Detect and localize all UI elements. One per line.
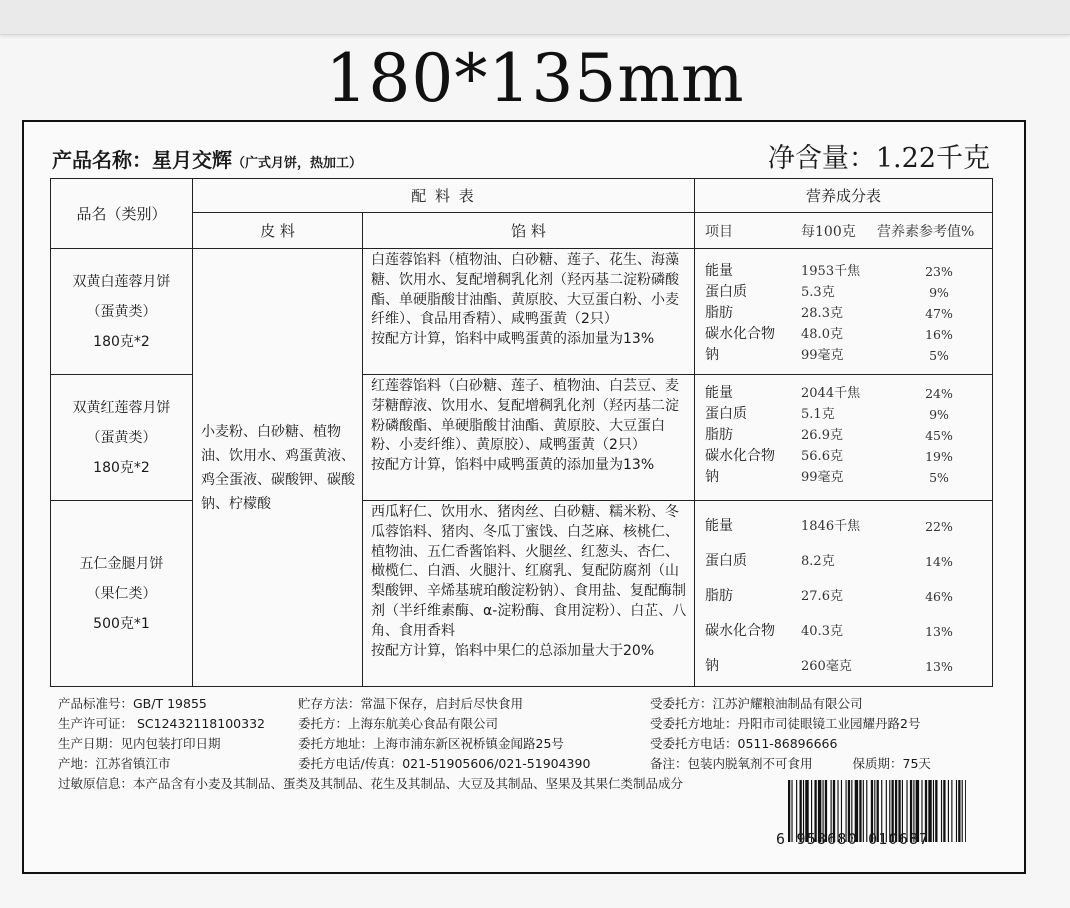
- nutrient-value: 28.3克: [801, 306, 843, 321]
- nutrient-nrv: 46%: [925, 589, 953, 604]
- nutrient-nrv: 47%: [925, 306, 953, 321]
- nutrition-row: [705, 425, 992, 446]
- nutrient-name: 钠: [705, 469, 720, 485]
- nutrition-row: [705, 303, 992, 324]
- net-content: 净含量：1.22千克: [767, 143, 990, 174]
- nutrient-nrv: 16%: [925, 327, 953, 342]
- nutrient-value: 2044千焦: [801, 386, 861, 401]
- nutrition-cell-1: [695, 249, 993, 375]
- header-product-category: 品名（类别）: [51, 179, 193, 249]
- product-spec-1: 180克*2: [93, 333, 150, 350]
- nutrient-value: 48.0克: [801, 327, 843, 342]
- size-title: 180*135mm: [325, 40, 745, 117]
- storage-method: 贮存方法：常温下保存，启封后尽快食用: [298, 696, 524, 711]
- production-date: 生产日期：见内包装打印日期: [58, 736, 221, 751]
- nutrient-nrv: 19%: [925, 449, 953, 464]
- nutrition-cell-3: [695, 501, 993, 687]
- table-row: [51, 375, 993, 501]
- barcode-number: 6 958680 010687: [776, 830, 930, 848]
- product-name-sub: （广式月饼，热加工）: [232, 156, 363, 171]
- filling-note-2: 按配方计算，馅料中咸鸭蛋黄的添加量为13%: [371, 457, 655, 474]
- agent: 受委托方：江苏沪耀粮油制品有限公司: [650, 696, 863, 711]
- nutrition-row: [705, 509, 992, 544]
- product-category-3: （果仁类）: [86, 585, 157, 602]
- header-shell: 皮 料: [193, 213, 363, 249]
- nutrient-name: 能量: [705, 518, 734, 534]
- nutrient-value: 260毫克: [801, 659, 852, 674]
- filling-note-1: 按配方计算，馅料中咸鸭蛋黄的添加量为13%: [371, 331, 655, 348]
- filling-cell-2: [363, 375, 695, 501]
- shell-ingredients: 小麦粉、白砂糖、植物油、饮用水、鸡蛋黄液、鸡全蛋液、碳酸钾、碳酸钠、柠檬酸: [193, 249, 363, 687]
- filling-cell-1: [363, 249, 695, 375]
- barcode-bar: [956, 780, 957, 842]
- nutrient-value: 27.6克: [801, 589, 843, 604]
- product-name-2: 双黄红莲蓉月饼: [72, 399, 171, 416]
- nutrient-name: 蛋白质: [705, 553, 748, 569]
- nutrition-row: [705, 404, 992, 425]
- nutrient-nrv: 22%: [925, 519, 953, 534]
- table-row: [51, 501, 993, 687]
- product-label: [22, 120, 1026, 874]
- product-cell: [51, 249, 193, 375]
- top-browser-bar: [0, 0, 1070, 35]
- client: 委托方：上海东航美心食品有限公司: [298, 716, 499, 731]
- client-phone: 委托方电话/传真：021-51905606/021-51904390: [298, 756, 591, 771]
- nutrient-value: 99毫克: [801, 348, 844, 363]
- nutrient-name: 脂肪: [705, 305, 734, 321]
- nutrition-row: [705, 467, 992, 488]
- nutrient-value: 5.3克: [801, 285, 835, 300]
- barcode-bar: [935, 780, 937, 842]
- product-name-3: 五仁金腿月饼: [79, 555, 164, 572]
- barcode-bar: [962, 780, 963, 842]
- nutrient-nrv: 14%: [925, 554, 953, 569]
- nutrition-row: [705, 282, 992, 303]
- product-cell: [51, 375, 193, 501]
- header-ingredients: 配 料 表: [193, 179, 695, 213]
- nutrient-nrv: 45%: [925, 428, 953, 443]
- product-spec-2: 180克*2: [93, 459, 150, 476]
- header-filling: 馅 料: [363, 213, 695, 249]
- standard-number: 产品标准号：GB/T 19855: [58, 696, 207, 711]
- filling-text-3: 西瓜籽仁、饮用水、猪肉丝、白砂糖、糯米粉、冬瓜蓉馅料、猪肉、冬瓜丁蜜饯、白芝麻、核桃仁、植物油、五仁香酱馅料、火腿丝、红葱头、杏仁、橄榄仁、白酒、火腿汁、红腐乳、复配防腐剂（山梨酸钾、辛烯基琥珀酸淀粉钠）、食用盐、复配酶制剂（半纤维素酶、α-淀粉酶、食用淀粉）、白芷、八角、食用香料: [371, 504, 687, 639]
- nutrition-row: [705, 324, 992, 345]
- production-license: 生产许可证： SC12432118100332: [58, 716, 265, 731]
- ingredients-nutrition-table: [50, 178, 993, 687]
- filling-note-3: 按配方计算，馅料中果仁的总添加量大于20%: [371, 642, 655, 659]
- nutrient-nrv: 13%: [925, 624, 953, 639]
- filling-text-1: 白莲蓉馅料（植物油、白砂糖、莲子、花生、海藻糖、饮用水、复配增稠乳化剂（羟丙基二淀粉磷酸酯、单硬脂酸甘油酯、黄原胶、大豆蛋白粉、小麦纤维）、食品用香精）、咸鸭蛋黄（2只）: [371, 252, 679, 328]
- nutrient-name: 蛋白质: [705, 406, 748, 422]
- nutrition-row: [705, 649, 992, 684]
- nutrient-nrv: 9%: [929, 407, 949, 422]
- product-cell: [51, 501, 193, 687]
- nutrient-value: 26.9克: [801, 428, 843, 443]
- shelf-life: 保质期：75天: [852, 756, 931, 771]
- barcode-bar: [958, 780, 960, 842]
- nutrient-nrv: 23%: [925, 264, 953, 279]
- nutrient-value: 8.2克: [801, 554, 835, 569]
- nutrient-name: 能量: [705, 385, 734, 401]
- header-nutrition: 营养成分表: [695, 179, 993, 213]
- nutrition-row: [705, 614, 992, 649]
- nutrition-row: [705, 345, 992, 366]
- nutrient-nrv: 5%: [929, 470, 949, 485]
- allergen-info: 过敏原信息：本产品含有小麦及其制品、蛋类及其制品、花生及其制品、大豆及其制品、坚果及其果仁类制品成分: [58, 776, 684, 791]
- product-name-text: 产品名称：星月交辉: [52, 148, 232, 172]
- nutrition-row: [705, 544, 992, 579]
- product-category-2: （蛋黄类）: [86, 429, 157, 446]
- nutrient-nrv: 13%: [925, 659, 953, 674]
- nutrient-name: 能量: [705, 263, 734, 279]
- nutrition-row: [705, 446, 992, 467]
- product-name: [52, 144, 362, 173]
- nutrient-nrv: 24%: [925, 386, 953, 401]
- remark: 备注：包装内脱氧剂不可食用: [650, 756, 813, 771]
- filling-text-2: 红莲蓉馅料（白砂糖、莲子、植物油、白芸豆、麦芽糖醇液、饮用水、复配增稠乳化剂（羟丙基二淀粉磷酸酯、单硬脂酸甘油酯、黄原胶、大豆蛋白粉、小麦纤维）、黄原胶）、咸鸭蛋黄（2只）: [371, 378, 679, 454]
- header-nrv: 营养素参考值%: [877, 223, 975, 240]
- nutrient-value: 56.6克: [801, 449, 843, 464]
- nutrient-value: 1953千焦: [801, 264, 861, 279]
- remark-line: [650, 754, 931, 774]
- nutrient-name: 碳水化合物: [705, 326, 776, 342]
- nutrient-nrv: 5%: [929, 348, 949, 363]
- footer-right: [650, 694, 931, 774]
- nutrient-name: 钠: [705, 658, 720, 674]
- nutrient-name: 碳水化合物: [705, 448, 776, 464]
- nutrient-name: 脂肪: [705, 588, 734, 604]
- barcode-bar: [941, 780, 942, 842]
- nutrient-value: 5.1克: [801, 407, 835, 422]
- nutrition-row: [705, 383, 992, 404]
- nutrient-value: 99毫克: [801, 470, 844, 485]
- nutrition-row: [705, 579, 992, 614]
- header-item: 项目: [705, 223, 734, 240]
- nutrient-name: 脂肪: [705, 427, 734, 443]
- origin: 产地：江苏省镇江市: [58, 756, 171, 771]
- header-nutrition-columns: [695, 213, 993, 249]
- barcode-bar: [943, 780, 945, 842]
- nutrition-cell-2: [695, 375, 993, 501]
- agent-address: 受委托方地址：丹阳市司徒眼镜工业园耀丹路2号: [650, 716, 921, 731]
- barcode-bar: [951, 780, 952, 842]
- nutrient-value: 1846千焦: [801, 519, 861, 534]
- nutrient-name: 蛋白质: [705, 284, 748, 300]
- agent-phone: 受委托方电话：0511-86896666: [650, 736, 838, 751]
- product-category-1: （蛋黄类）: [86, 303, 157, 320]
- footer-middle: [298, 694, 590, 774]
- nutrient-name: 碳水化合物: [705, 623, 776, 639]
- barcode-bar: [948, 780, 949, 842]
- nutrition-row: [705, 261, 992, 282]
- client-address: 委托方地址：上海市浦东新区祝桥镇金闻路25号: [298, 736, 564, 751]
- header-per100: 每100克: [801, 223, 856, 240]
- filling-cell-3: [363, 501, 695, 687]
- nutrient-nrv: 9%: [929, 285, 949, 300]
- barcode-bar: [933, 780, 934, 842]
- table-row: [51, 249, 993, 375]
- nutrient-name: 钠: [705, 347, 720, 363]
- product-name-1: 双黄白莲蓉月饼: [72, 273, 171, 290]
- nutrient-value: 40.3克: [801, 624, 843, 639]
- product-spec-3: 500克*1: [93, 615, 150, 632]
- barcode-bar: [965, 780, 966, 842]
